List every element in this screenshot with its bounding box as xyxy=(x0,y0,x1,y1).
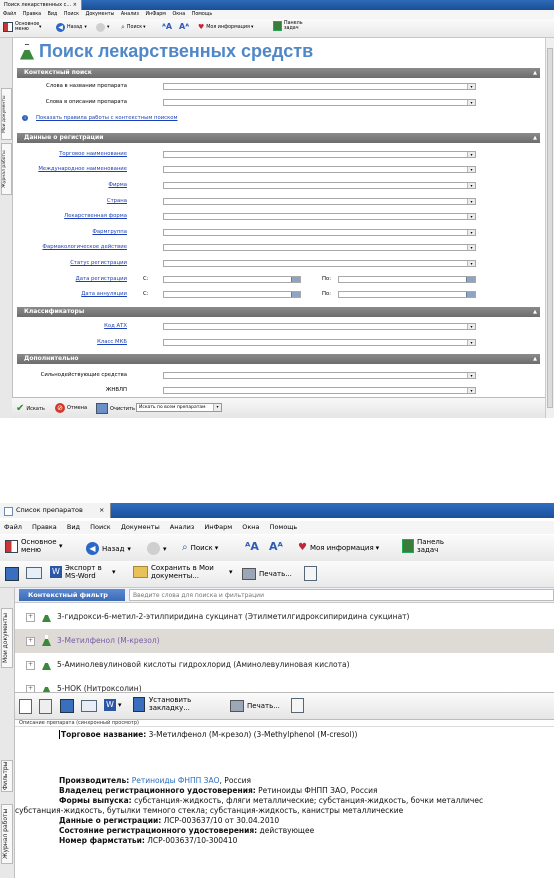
menu-edit[interactable]: Правка xyxy=(32,523,57,531)
label-words-in-description: Слова в описании препарата xyxy=(45,99,127,105)
dropdown-arrow-icon[interactable]: ▾ xyxy=(467,199,475,204)
menu-file[interactable]: Файл xyxy=(3,12,17,17)
search-label: Поиск xyxy=(126,25,143,30)
label-words-in-name: Слова в названии препарата xyxy=(46,83,127,89)
chevron-down-icon: ▾ xyxy=(59,542,63,550)
drug-list-window xyxy=(0,503,554,878)
clear-button[interactable] xyxy=(96,403,135,414)
document-icon xyxy=(19,699,32,714)
menu-analysis[interactable]: Анализ xyxy=(169,523,195,531)
forms-label: Формы выпуска: xyxy=(59,796,132,805)
chevron-down-icon: ▾ xyxy=(39,24,42,30)
label-icd-class[interactable]: Класс МКБ xyxy=(97,339,127,345)
dropdown-arrow-icon[interactable]: ▾ xyxy=(467,84,475,89)
dropdown-arrow-icon[interactable]: ▾ xyxy=(467,324,475,329)
tab-drug-list[interactable] xyxy=(0,503,111,518)
page-title: Поиск лекарственных средств xyxy=(39,41,314,61)
section-additional[interactable] xyxy=(17,354,540,364)
label-from: С: xyxy=(143,291,149,297)
main-menu-button[interactable] xyxy=(3,22,41,32)
tasks-panel-button[interactable] xyxy=(402,538,447,554)
my-info-button[interactable] xyxy=(298,542,379,553)
drug-search-window xyxy=(0,0,554,418)
description-toolbar xyxy=(15,692,554,720)
chevron-down-icon: ▾ xyxy=(163,544,167,553)
font-decrease-button[interactable] xyxy=(179,22,189,31)
vertical-scrollbar[interactable] xyxy=(545,38,554,418)
word-export-button[interactable] xyxy=(104,699,122,711)
tab-drug-search[interactable] xyxy=(0,0,82,10)
back-arrow-icon: ◀ xyxy=(56,23,65,32)
atc-code-input[interactable] xyxy=(163,323,476,330)
font-increase-icon: ᴬA xyxy=(245,540,259,553)
holder-value: Ретиноиды ФНПП ЗАО, Россия xyxy=(258,786,378,795)
list-item-label: 3-Метилфенол (М-крезол) xyxy=(57,636,160,645)
save-to-my-documents-label: Сохранить в Мои документы... xyxy=(151,564,214,580)
dropdown-arrow-icon[interactable]: ▾ xyxy=(467,373,475,378)
producer-label: Производитель: xyxy=(59,776,130,785)
set-bookmark-label: Установить закладку... xyxy=(149,696,192,712)
flask-icon xyxy=(42,683,51,692)
dropdown-arrow-icon[interactable]: ▾ xyxy=(467,100,475,105)
font-increase-button[interactable] xyxy=(245,540,259,553)
holder-line xyxy=(59,786,378,796)
list-item-label: 3-гидрокси-6-метил-2-этилпиридина сукцинат (Этилметилгидроксипиридина сукцинат) xyxy=(57,612,410,621)
back-arrow-icon: ◀ xyxy=(86,542,99,555)
dropdown-arrow-icon[interactable]: ▾ xyxy=(467,261,475,266)
section-title: Классификаторы xyxy=(24,308,85,315)
info-icon: i xyxy=(22,115,28,121)
dropdown-arrow-icon[interactable]: ▾ xyxy=(467,183,475,188)
tab-context-filter[interactable] xyxy=(19,589,125,601)
calendar-icon[interactable] xyxy=(291,292,300,297)
tab-title: Список препаратов xyxy=(16,506,83,514)
side-panel xyxy=(0,588,15,878)
expand-icon[interactable]: + xyxy=(27,661,34,668)
flask-icon xyxy=(42,635,51,646)
search-scope-value: Искать по всем препаратам xyxy=(139,405,206,410)
panel-icon xyxy=(402,539,414,553)
chevron-down-icon: ▾ xyxy=(118,701,122,709)
icd-class-input[interactable] xyxy=(163,339,476,346)
pharm-group-input[interactable] xyxy=(163,229,476,236)
chevron-down-icon: ▾ xyxy=(84,25,87,30)
label-international-name[interactable]: Международное наименование xyxy=(38,166,127,172)
holder-label: Владелец регистрационного удостоверения: xyxy=(59,786,256,795)
save-to-my-documents-button[interactable] xyxy=(133,564,233,580)
close-icon[interactable]: × xyxy=(72,2,77,8)
registration-value: ЛСР-003637/10 от 30.04.2010 xyxy=(163,816,280,825)
search-submit-button[interactable] xyxy=(16,403,45,414)
tab-bar xyxy=(0,503,554,518)
filter-bar xyxy=(15,588,554,603)
tasks-panel-label: Панель задач xyxy=(284,21,303,31)
page-view-button[interactable] xyxy=(291,698,304,713)
description-caption xyxy=(15,719,554,727)
page-view-button[interactable] xyxy=(304,566,317,581)
bookmark-icon xyxy=(133,697,145,712)
export-word-button[interactable] xyxy=(50,564,116,580)
page-icon xyxy=(291,698,304,713)
cancel-label: Отмена xyxy=(67,405,88,411)
page-icon xyxy=(304,566,317,581)
my-info-label: Моя информация xyxy=(206,24,250,30)
list-item[interactable] xyxy=(15,653,545,677)
menu-documents[interactable]: Документы xyxy=(85,12,115,17)
tab-my-documents[interactable]: Мои документы xyxy=(1,608,13,668)
save-icon xyxy=(5,567,19,581)
word-icon: W xyxy=(104,699,116,711)
my-info-button[interactable] xyxy=(198,23,253,31)
back-label: Назад xyxy=(67,25,83,30)
label-annulment-date[interactable]: Дата аннуляции xyxy=(81,291,127,297)
bottom-toolbar xyxy=(12,397,545,418)
print-button[interactable] xyxy=(242,568,292,580)
font-decrease-button[interactable] xyxy=(269,540,283,553)
copy-button[interactable] xyxy=(39,699,52,714)
international-name-input[interactable] xyxy=(163,166,476,173)
menu-search[interactable]: Поиск xyxy=(63,12,80,17)
registration-label: Данные о регистрации: xyxy=(59,816,162,825)
calendar-icon[interactable] xyxy=(466,277,475,282)
section-classifiers[interactable] xyxy=(17,307,540,317)
font-increase-icon: ᴬA xyxy=(162,22,173,31)
firm-input[interactable] xyxy=(163,182,476,189)
section-title: Данные о регистрации xyxy=(24,134,104,141)
description-panel xyxy=(15,728,554,878)
context-filter-label: Контекстный фильтр xyxy=(28,591,108,599)
document-toolbar xyxy=(0,561,554,588)
menu-bar xyxy=(0,10,554,19)
label-vital-drugs: ЖНВЛП xyxy=(105,387,127,393)
dropdown-arrow-icon[interactable]: ▾ xyxy=(467,230,475,235)
print-button[interactable] xyxy=(230,700,280,712)
main-menu-label: Основное меню xyxy=(21,538,57,554)
menu-view[interactable]: Вид xyxy=(47,12,58,17)
tasks-panel-label: Панель задач xyxy=(417,538,445,554)
word-icon: W xyxy=(50,566,62,578)
back-button[interactable] xyxy=(86,542,131,555)
dropdown-arrow-icon[interactable]: ▾ xyxy=(467,245,475,250)
trade-name-line xyxy=(59,730,357,740)
forward-button[interactable] xyxy=(147,542,167,555)
mail-icon xyxy=(26,567,42,579)
menu-documents[interactable]: Документы xyxy=(120,523,160,531)
producer-link[interactable]: Ретиноиды ФНПП ЗАО xyxy=(131,776,220,785)
trade-name-input[interactable] xyxy=(163,151,476,158)
label-pharm-group[interactable]: Фармгруппа xyxy=(92,229,127,235)
drug-list xyxy=(15,603,554,692)
chevron-down-icon: ▾ xyxy=(107,25,110,30)
heart-icon: ♥ xyxy=(298,542,307,553)
cancel-button[interactable] xyxy=(55,403,87,413)
chevron-down-icon: ▾ xyxy=(229,568,233,576)
trade-name-label: Торговое название: xyxy=(61,730,147,739)
save-icon-button[interactable] xyxy=(60,699,74,713)
dropdown-arrow-icon[interactable]: ▾ xyxy=(213,404,221,411)
my-info-label: Моя информация xyxy=(309,543,374,552)
chevron-down-icon: ▾ xyxy=(214,543,219,552)
mail-button[interactable] xyxy=(81,700,97,712)
forms-value-1: субстанция-жидкость, фляги металлические; субстанция-жидкость, бочки металличес xyxy=(134,796,484,805)
page-header xyxy=(20,41,313,62)
registration-date-to-input[interactable] xyxy=(338,276,476,283)
annulment-date-from-input[interactable] xyxy=(163,291,301,298)
export-word-label: Экспорт в MS-Word xyxy=(65,564,102,580)
label-firm[interactable]: Фирма xyxy=(108,182,127,188)
flag-icon xyxy=(3,22,13,32)
status-label: Состояние регистрационного удостоверения: xyxy=(59,826,258,835)
menu-bar xyxy=(0,521,554,534)
chevron-down-icon: ▾ xyxy=(127,544,131,553)
save-icon xyxy=(60,699,74,713)
annulment-date-to-input[interactable] xyxy=(338,291,476,298)
search-submit-label: Искать xyxy=(26,405,45,412)
main-menu-label: Основное меню xyxy=(15,22,40,32)
chevron-down-icon: ▾ xyxy=(375,543,380,552)
search-label: Поиск xyxy=(190,543,213,552)
tab-work-journal[interactable]: Журнал работы xyxy=(1,143,12,195)
tab-filters[interactable]: Фильтры xyxy=(1,760,13,792)
calendar-icon[interactable] xyxy=(466,292,475,297)
context-help-link[interactable]: Показать правила работы с контекстным поиском xyxy=(36,115,178,121)
font-decrease-icon: Aᴬ xyxy=(179,22,190,31)
flask-icon xyxy=(42,611,51,622)
status-line xyxy=(59,826,314,836)
section-context-search[interactable] xyxy=(17,68,540,78)
menu-infarm[interactable]: ИнФарм xyxy=(145,12,166,17)
vital-drugs-input[interactable] xyxy=(163,387,476,394)
scrollbar-thumb[interactable] xyxy=(547,48,553,408)
dosage-form-input[interactable] xyxy=(163,213,476,220)
potent-drugs-input[interactable] xyxy=(163,372,476,379)
mail-icon xyxy=(81,700,97,712)
list-item[interactable] xyxy=(15,605,545,629)
list-icon xyxy=(4,507,13,516)
expand-icon[interactable]: + xyxy=(27,637,34,644)
menu-help[interactable]: Помощь xyxy=(269,523,298,531)
flask-icon xyxy=(42,659,51,670)
close-icon[interactable]: × xyxy=(98,506,105,514)
words-in-description-input[interactable] xyxy=(163,99,476,106)
font-decrease-icon: Aᴬ xyxy=(269,540,283,553)
side-panel xyxy=(0,38,13,418)
words-in-name-input[interactable] xyxy=(163,83,476,90)
menu-file[interactable]: Файл xyxy=(4,523,22,531)
mail-button[interactable] xyxy=(26,567,42,579)
flask-icon xyxy=(20,44,34,60)
registration-date-from-input[interactable] xyxy=(163,276,301,283)
section-registration[interactable] xyxy=(17,133,540,143)
country-input[interactable] xyxy=(163,198,476,205)
dropdown-arrow-icon[interactable]: ▾ xyxy=(467,214,475,219)
status-value: действующее xyxy=(259,826,315,835)
tab-my-documents[interactable]: Мои документы xyxy=(1,88,12,140)
menu-infarm[interactable]: ИнФарм xyxy=(204,523,233,531)
calendar-icon[interactable] xyxy=(291,277,300,282)
list-item-selected[interactable] xyxy=(15,629,554,653)
menu-edit[interactable]: Правка xyxy=(22,12,42,17)
section-title: Дополнительно xyxy=(24,355,79,362)
label-atc-code[interactable]: Код АТХ xyxy=(104,323,127,329)
tasks-panel-button[interactable] xyxy=(273,21,304,31)
chevron-down-icon: ▾ xyxy=(143,25,146,30)
clear-label: Очистить xyxy=(110,405,135,412)
main-toolbar xyxy=(0,535,554,561)
tab-work-journal[interactable]: Журнал работы xyxy=(1,804,13,864)
cancel-icon: ⊘ xyxy=(55,403,65,413)
search-icon: ⌕ xyxy=(121,23,125,31)
collapse-icon[interactable]: ▲ xyxy=(533,356,537,362)
dropdown-arrow-icon[interactable]: ▾ xyxy=(467,152,475,157)
context-help xyxy=(22,115,178,121)
search-button[interactable] xyxy=(121,23,146,32)
label-pharm-action[interactable]: Фармакологическое действие xyxy=(42,244,127,250)
label-registration-status[interactable]: Статус регистрации xyxy=(70,260,127,266)
new-doc-button[interactable] xyxy=(19,699,32,714)
printer-icon xyxy=(230,700,244,712)
producer-country: , Россия xyxy=(219,776,252,785)
menu-help[interactable]: Помощь xyxy=(191,12,213,17)
forms-line xyxy=(59,796,483,806)
chevron-down-icon: ▾ xyxy=(112,568,116,576)
heart-icon: ♥ xyxy=(198,23,205,31)
main-toolbar xyxy=(0,19,554,38)
forward-arrow-icon xyxy=(147,542,160,555)
label-trade-name[interactable]: Торговое наименование xyxy=(59,151,127,157)
flag-icon xyxy=(5,540,18,553)
registration-status-input[interactable] xyxy=(163,260,476,267)
menu-search[interactable]: Поиск xyxy=(90,523,111,531)
filter-search-input[interactable] xyxy=(129,589,554,601)
main-menu-button[interactable] xyxy=(5,538,63,554)
search-button[interactable] xyxy=(182,542,218,553)
label-country[interactable]: Страна xyxy=(106,198,127,204)
tab-title: Поиск лекарственных с... xyxy=(4,2,72,8)
label-to: По: xyxy=(322,276,332,282)
dropdown-arrow-icon[interactable]: ▾ xyxy=(467,388,475,393)
pharm-action-input[interactable] xyxy=(163,244,476,251)
copy-icon xyxy=(39,699,52,714)
label-from: С: xyxy=(143,276,149,282)
checkmark-icon: ✔ xyxy=(16,403,25,414)
collapse-icon[interactable]: ▲ xyxy=(533,70,537,76)
trade-name-value: 3-Метилфенол (М-крезол) (3-Methylphenol (M-cresol)) xyxy=(148,730,358,739)
back-button[interactable] xyxy=(56,23,87,32)
registration-line xyxy=(59,816,279,826)
menu-windows[interactable]: Окна xyxy=(242,523,260,531)
menu-analysis[interactable]: Анализ xyxy=(120,12,139,17)
list-item[interactable] xyxy=(15,677,545,692)
forward-arrow-icon xyxy=(96,23,105,32)
search-scope-select[interactable] xyxy=(136,403,222,412)
print-label: Печать... xyxy=(259,570,292,578)
section-title: Контекстный поиск xyxy=(24,69,92,76)
collapse-icon[interactable]: ▲ xyxy=(533,309,537,315)
print-label: Печать... xyxy=(247,702,280,710)
list-item-label: 5-Аминолевулиновой кислоты гидрохлорид (Аминолевулиновая кислота) xyxy=(57,660,350,669)
search-icon: ⌕ xyxy=(182,542,188,553)
menu-view[interactable]: Вид xyxy=(66,523,81,531)
label-to: По: xyxy=(322,291,332,297)
forms-line-2 xyxy=(15,806,403,816)
list-item-label: 5-НОК (Нитроксолин) xyxy=(57,684,142,692)
eraser-icon xyxy=(96,403,108,414)
menu-windows[interactable]: Окна xyxy=(172,12,186,17)
forward-button[interactable] xyxy=(96,23,109,32)
printer-icon xyxy=(242,568,256,580)
panel-icon xyxy=(273,21,282,31)
expand-icon[interactable]: + xyxy=(27,613,34,620)
collapse-icon[interactable]: ▲ xyxy=(533,135,537,141)
tab-bar xyxy=(0,0,554,10)
chevron-down-icon: ▾ xyxy=(250,24,254,30)
label-potent-drugs: Сильнодействующие средства xyxy=(40,372,127,378)
pharm-article-value: ЛСР-003637/10-300410 xyxy=(147,836,238,845)
description-caption-text: Описание препарата (синхронный просмотр) xyxy=(19,720,139,726)
dropdown-arrow-icon[interactable]: ▾ xyxy=(467,167,475,172)
label-registration-date[interactable]: Дата регистрации xyxy=(75,276,127,282)
back-label: Назад xyxy=(102,544,125,553)
pharm-article-line xyxy=(59,836,237,846)
dropdown-arrow-icon[interactable]: ▾ xyxy=(467,340,475,345)
set-bookmark-button[interactable] xyxy=(133,696,193,712)
producer-line xyxy=(59,776,251,786)
save-icon-button[interactable] xyxy=(5,567,19,581)
folder-icon xyxy=(133,566,148,578)
label-dosage-form[interactable]: Лекарственная форма xyxy=(64,213,127,219)
forms-value-2: субстанция-жидкость, бутылки темного стекла; субстанция-жидкость, канистры металлические xyxy=(15,806,404,815)
expand-icon[interactable]: + xyxy=(27,685,34,692)
font-increase-button[interactable] xyxy=(162,22,172,31)
pharm-article-label: Номер фармстатьи: xyxy=(59,836,145,845)
